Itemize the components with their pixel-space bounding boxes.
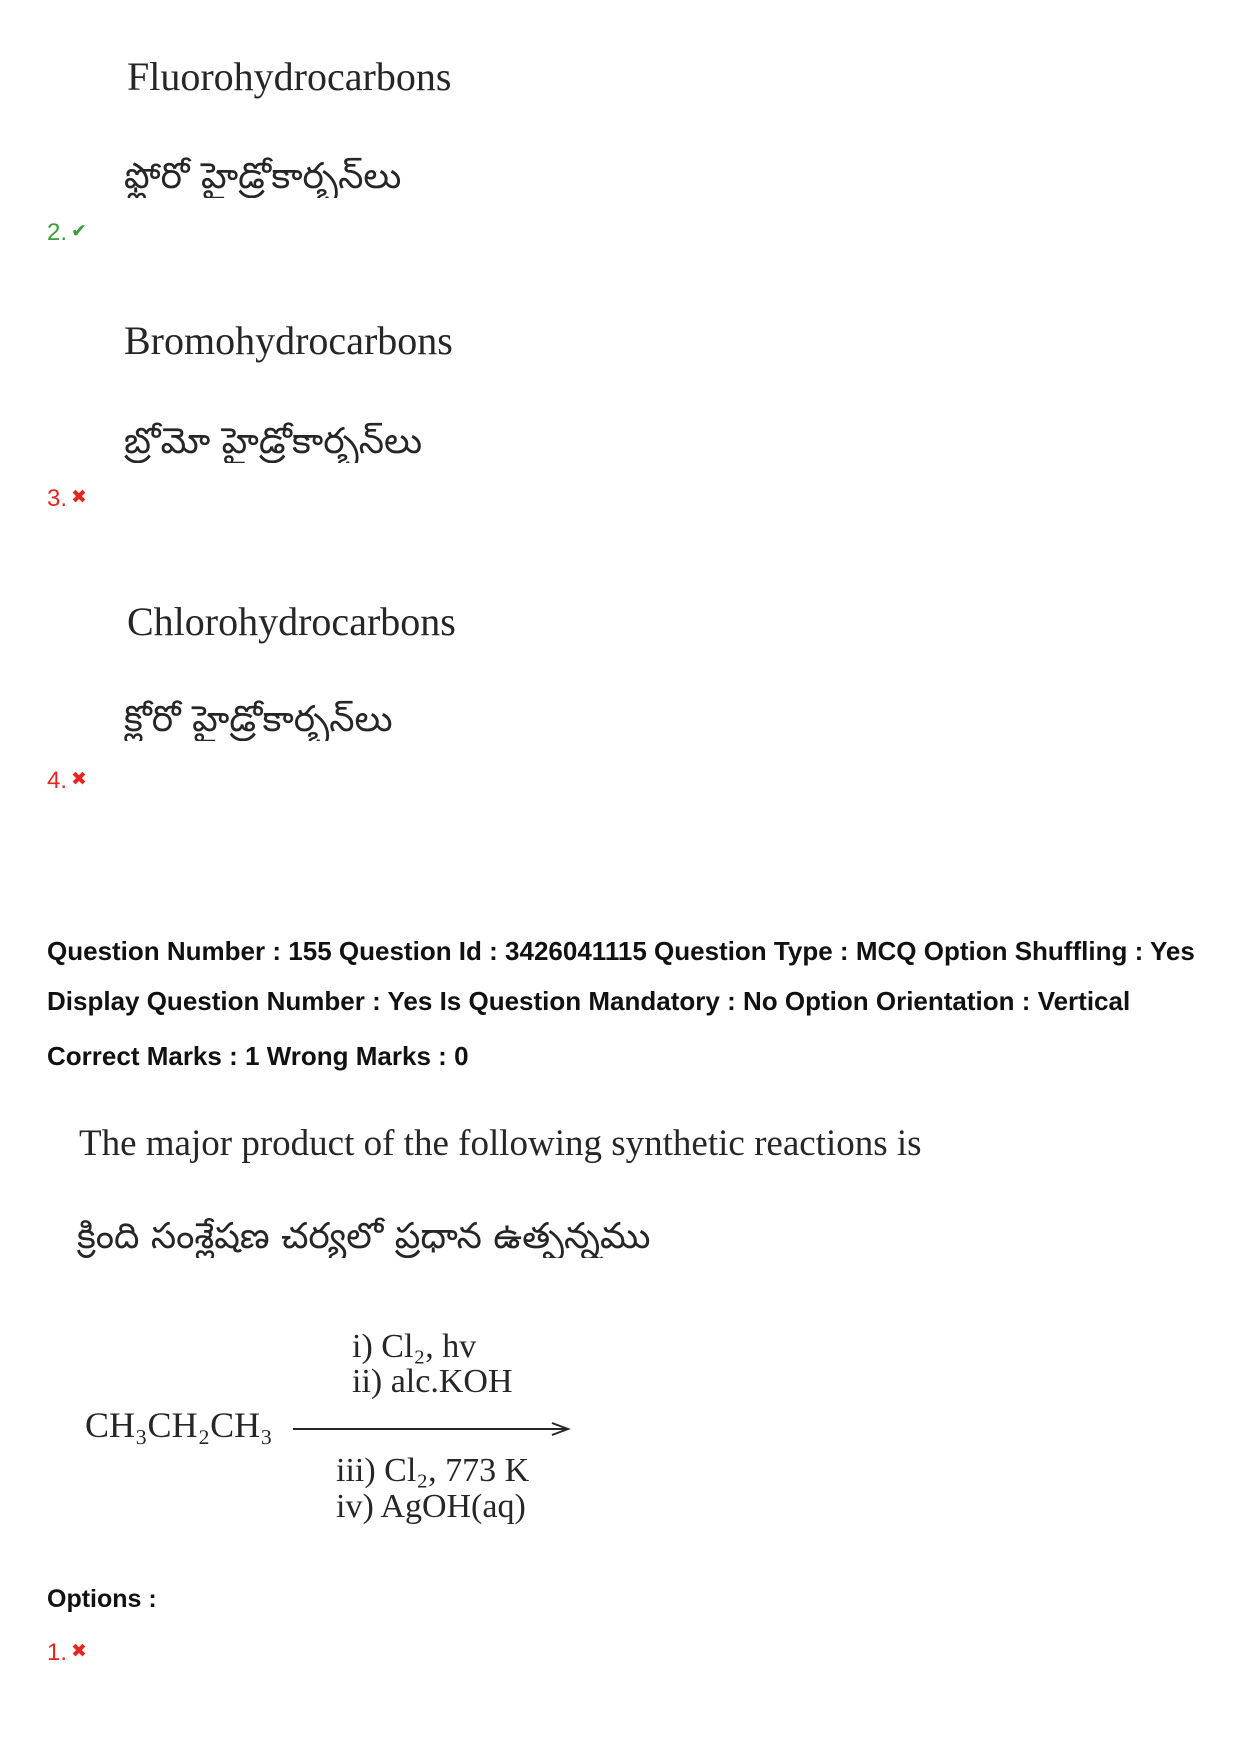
meta-value-question-id: 3426041115 bbox=[505, 936, 647, 966]
question-meta-line bbox=[47, 936, 1195, 967]
meta-separator: : bbox=[489, 936, 498, 966]
meta-label-is-question-mandatory: Is Question Mandatory bbox=[439, 986, 720, 1016]
cross-icon: ✖ bbox=[71, 768, 87, 790]
reagent-step-1: i) Cl₂, hv bbox=[352, 1328, 477, 1365]
meta-label-option-shuffling: Option Shuffling bbox=[923, 936, 1128, 966]
option-number: 2. bbox=[47, 219, 68, 246]
question-meta-line bbox=[47, 986, 1130, 1017]
meta-separator: : bbox=[1021, 986, 1031, 1016]
meta-separator: : bbox=[229, 1041, 238, 1071]
option-marker-1 bbox=[47, 1639, 87, 1668]
reaction-arrow bbox=[290, 1419, 572, 1439]
meta-value-wrong-marks: 0 bbox=[454, 1041, 469, 1071]
option-content-telugu: క్లోరో హైడ్రోకార్బన్‌లు bbox=[124, 699, 393, 740]
reagent-step-3: iii) Cl₂, 773 K bbox=[336, 1452, 530, 1489]
question-text-english: The major product of the following synthetic reactions is bbox=[79, 1123, 922, 1164]
meta-separator: : bbox=[839, 936, 849, 966]
meta-value-question-type: MCQ bbox=[855, 936, 917, 966]
meta-label-wrong-marks: Wrong Marks bbox=[266, 1041, 431, 1071]
options-heading: Options : bbox=[47, 1585, 157, 1613]
meta-value-is-question-mandatory: No bbox=[742, 986, 778, 1016]
meta-label-correct-marks: Correct Marks bbox=[47, 1041, 222, 1071]
cross-icon: ✖ bbox=[71, 486, 87, 508]
meta-label-display-question-number: Display Question Number bbox=[47, 986, 365, 1016]
meta-value-display-question-number: Yes bbox=[387, 986, 433, 1016]
option-content-english: Bromohydrocarbons bbox=[124, 318, 453, 363]
option-marker-2 bbox=[47, 219, 87, 248]
meta-value-question-number: 155 bbox=[288, 936, 332, 966]
meta-separator: : bbox=[438, 1041, 447, 1071]
option-number: 4. bbox=[47, 767, 68, 794]
option-marker-4 bbox=[47, 767, 87, 796]
meta-separator: : bbox=[727, 986, 736, 1016]
reagent-step-2: ii) alc.KOH bbox=[352, 1363, 513, 1400]
option-content-telugu: ఫ్లోరో హైడ్రోకార్బన్‌లు bbox=[124, 156, 402, 197]
check-icon: ✔ bbox=[71, 220, 87, 242]
meta-label-question-number: Question Number bbox=[47, 936, 266, 966]
option-content-telugu: బ్రోమో హైడ్రోకార్బన్‌లు bbox=[124, 421, 423, 462]
meta-value-correct-marks: 1 bbox=[245, 1041, 260, 1071]
meta-label-option-orientation: Option Orientation bbox=[784, 986, 1015, 1016]
question-text-telugu: క్రింది సంశ్లేషణ చర్యలో ప్రధాన ఉత్పన్నము bbox=[77, 1216, 651, 1257]
reactant-formula: CH₃CH₂CH₃ bbox=[85, 1405, 273, 1445]
reagent-step-4: iv) AgOH(aq) bbox=[336, 1488, 526, 1525]
meta-label-question-id: Question Id bbox=[338, 936, 482, 966]
meta-label-question-type: Question Type bbox=[654, 936, 833, 966]
meta-value-option-shuffling: Yes bbox=[1150, 936, 1195, 966]
meta-value-option-orientation: Vertical bbox=[1037, 986, 1131, 1016]
question-meta-line bbox=[47, 1041, 469, 1072]
meta-separator: : bbox=[272, 936, 282, 966]
option-number: 3. bbox=[47, 485, 68, 512]
meta-separator: : bbox=[1134, 936, 1144, 966]
option-content-english: Fluorohydrocarbons bbox=[127, 54, 452, 99]
option-marker-3 bbox=[47, 485, 87, 514]
option-number: 1. bbox=[47, 1639, 68, 1666]
option-content-english: Chlorohydrocarbons bbox=[127, 599, 456, 644]
meta-separator: : bbox=[372, 986, 381, 1016]
cross-icon: ✖ bbox=[71, 1640, 87, 1662]
